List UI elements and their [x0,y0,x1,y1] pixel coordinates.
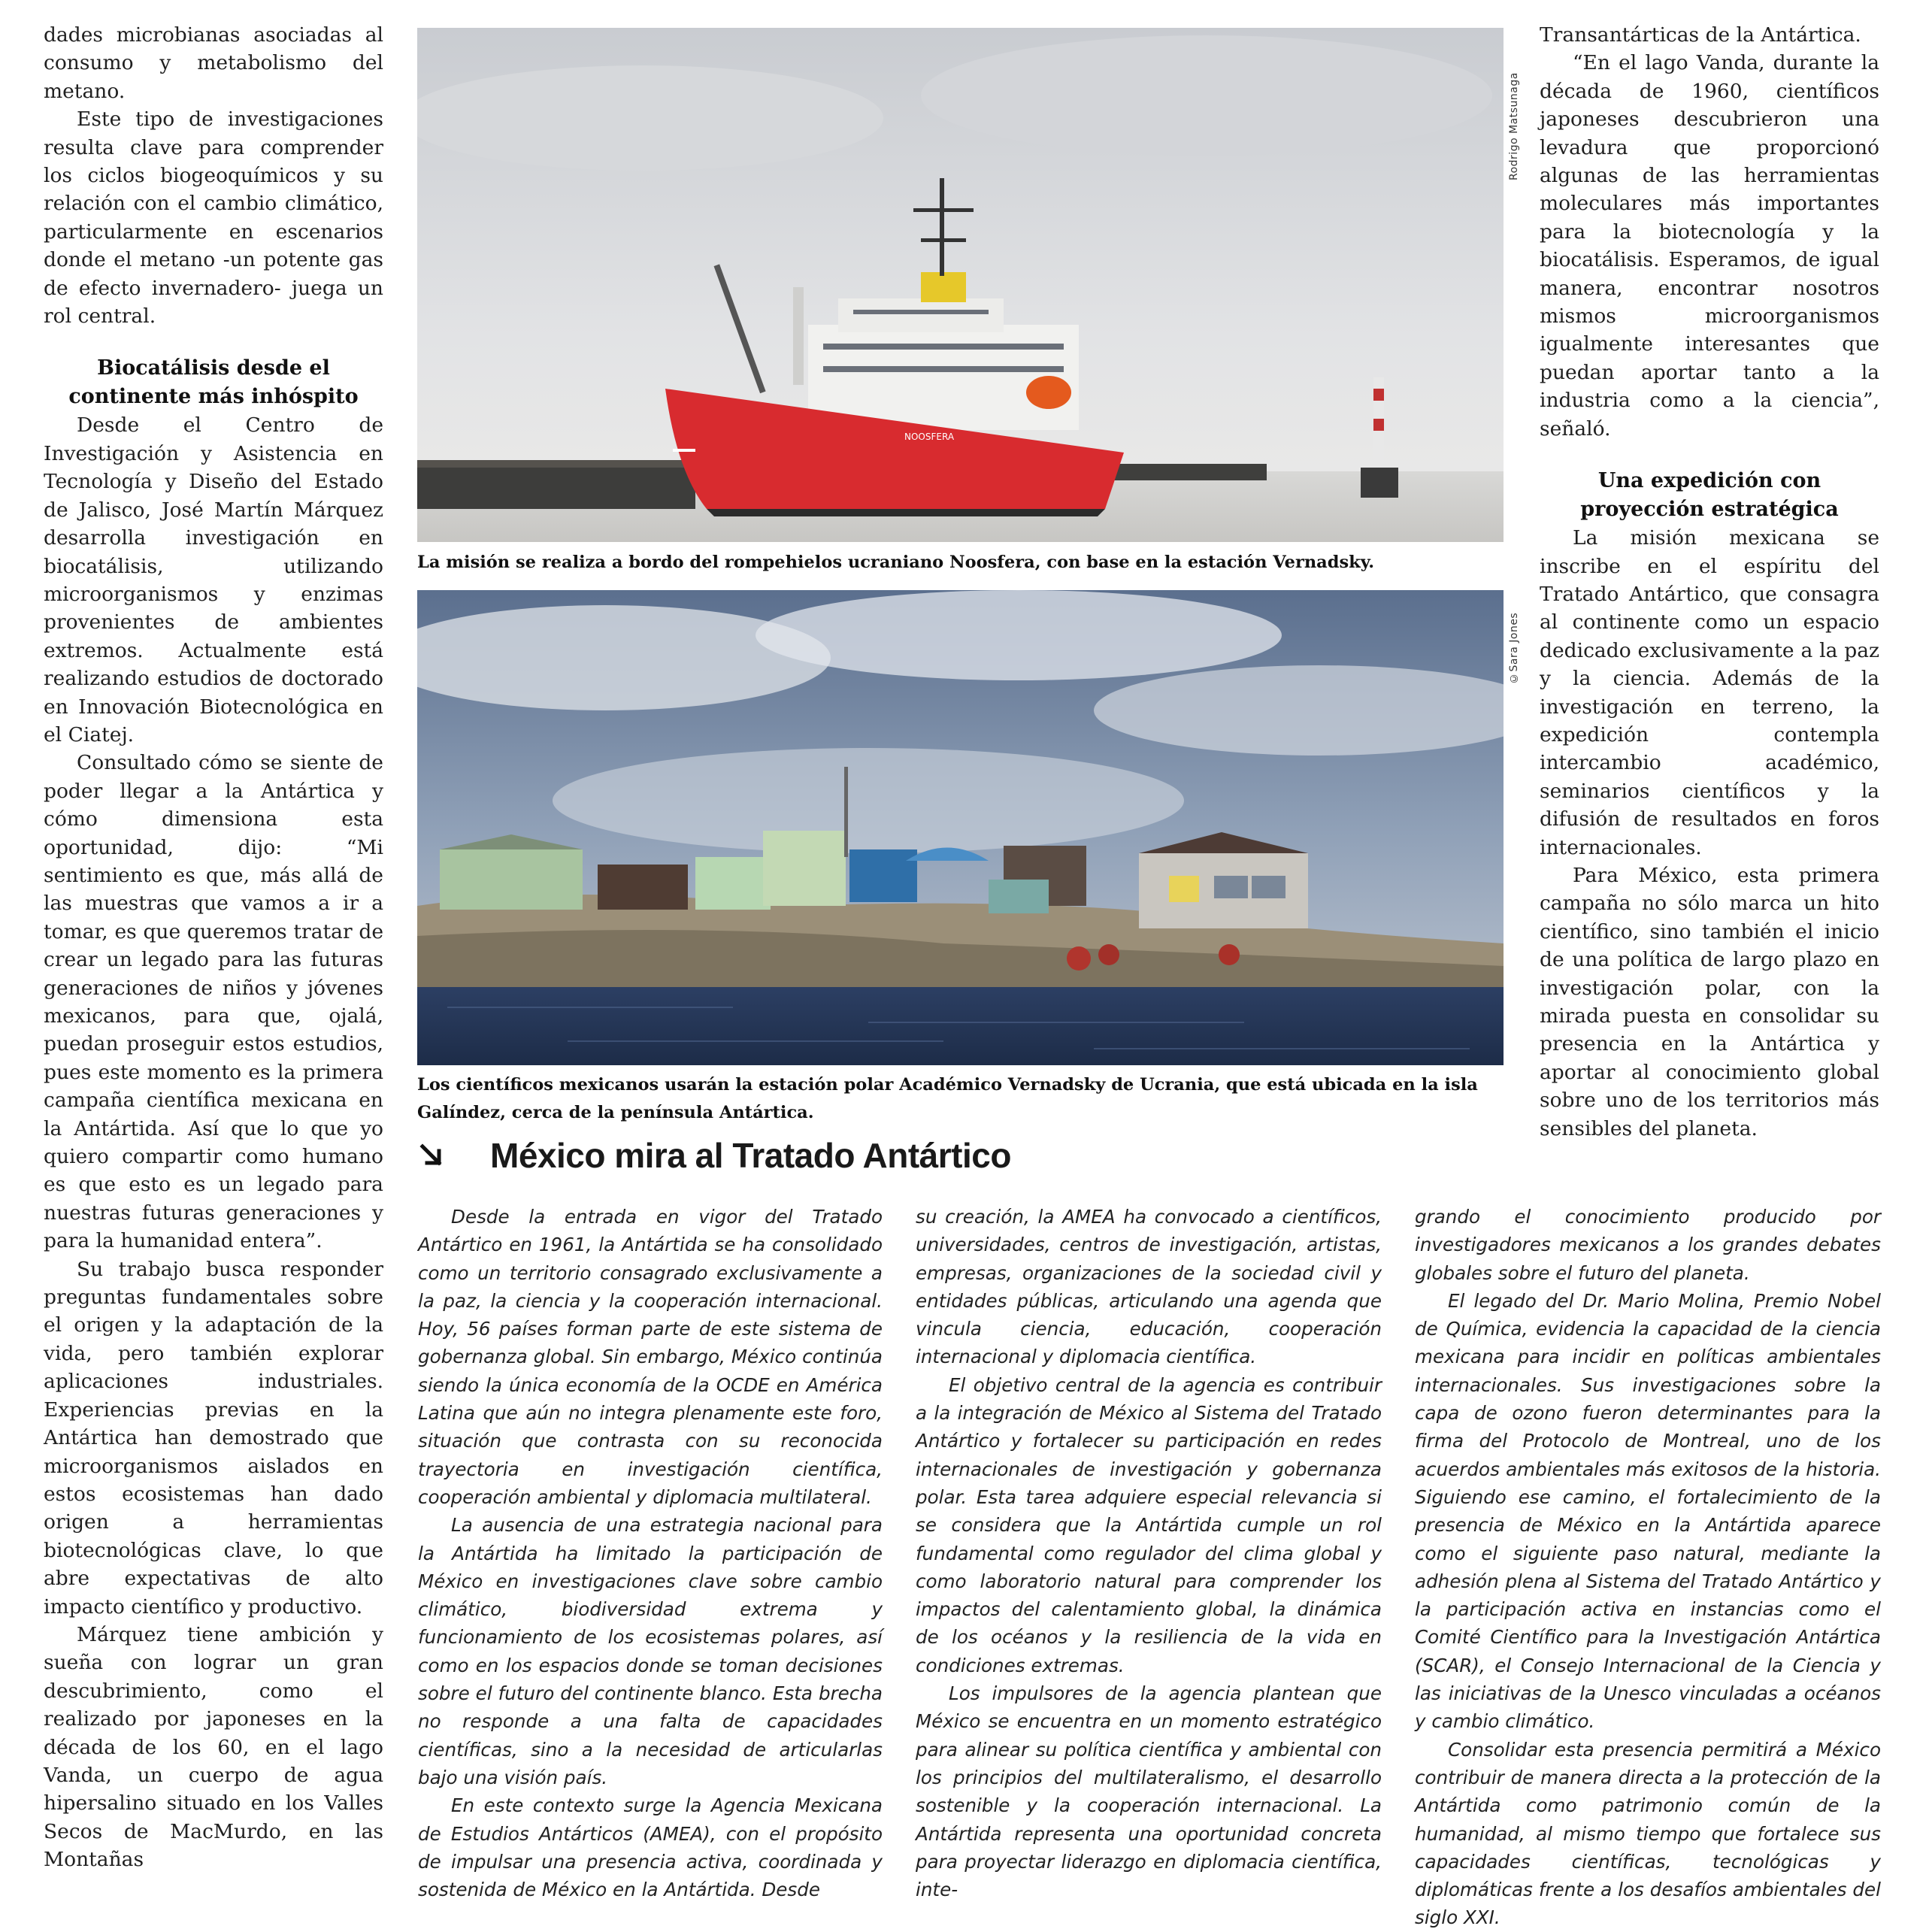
sidebar-col3-paragraph-1: grando el conocimiento producido por investigadores mexicanos a los grandes debates globales sobre el futuro del planeta. [1415,1206,1881,1284]
left-paragraph-1: dades microbianas asociadas al consumo y metabolismo del metano. [44,23,383,103]
arrow-down-right-icon [416,1140,447,1170]
left-column [44,21,383,1874]
sidebar-col1-paragraph-1: Desde la entrada en vigor del Tratado Antártico en 1961, la Antártida se ha consolidado como un territorio consagrado exclusivamente a la paz, la ciencia y la cooperación internacional. Hoy, 56 países forman parte de este sistema de gobernanza global. Sin embargo, México continúa siendo la única economía de la OCDE en América Latina que aún no integra plenamente este foro, situación que contrasta con su reconocida trayectoria en investigación científica, cooperación ambiental y diplomacia multilateral. [418,1206,883,1508]
sidebar-column-2 [916,1203,1382,1903]
svg-text:NOOSFERA: NOOSFERA [904,432,955,442]
sidebar-col1-paragraph-3: En este contexto surge la Agencia Mexicana de Estudios Antárticos (AMEA), con el propósito de impulsar una presencia activa, coordinada y sostenida de México en la Antártida. Desde [418,1794,883,1901]
sidebar-col2-paragraph-1: su creación, la AMEA ha convocado a científicos, universidades, centros de investigación, artistas, empresas, organizaciones de la sociedad civil y entidades públicas, articulando una agenda que vincula ciencia, educación, cooperación internacional y diplomacia científica. [916,1206,1382,1368]
sidebar-col2-paragraph-3: Los impulsores de la agencia plantean que México se encuentra en un momento estratégico para alinear su política científica y ambiental con los principios del multilateralismo, el desarrollo sostenible y la cooperación internacional. La Antártida representa una oportunidad concreta para proyectar liderazgo en diplomacia científica, inte- [916,1682,1382,1901]
left-paragraph-5: Su trabajo busca responder preguntas fundamentales sobre el origen y la adaptación de la vida, pero también explorar aplicaciones industriales. Experiencias previas en la Antártica han demostrado que microorganismos aislados en estos ecosistemas han dado origen a herramientas biotecnológicas clave, lo que abre expectativas de alto impacto científico y productivo. [44,1257,383,1619]
sidebar-col3-paragraph-3: Consolidar esta presencia permitirá a México contribuir de manera directa a la protección de la Antártida como patrimonio común de la humanidad, al mismo tiempo que fortalece sus capacidades científicas, tecnológicas y diplomáticas frente a los desafíos ambientales del siglo XXI. [1415,1738,1881,1929]
sidebar-col2-paragraph-2: El objetivo central de la agencia es contribuir a la integración de México al Sistema del Tratado Antártico y fortalecer su participación en redes internacionales de investigación y gobernanza polar. Esta tarea adquiere especial relevancia si se considera que la Antártida cumple un rol fundamental como regulador del clima global y como laboratorio natural para comprender los impactos del calentamiento global, la dinámica de los océanos y la resiliencia de la vida en condiciones extremas. [916,1373,1382,1676]
ship-photo-credit: Rodrigo Matsunaga [1508,72,1520,180]
left-paragraph-4: Consultado cómo se siente de poder llegar a la Antártica y cómo dimensiona esta oportunidad, dijo: “Mi sentimiento es que, más allá de las muestras que vamos a ir a tomar, es que queremos tratar de crear un legado para las futuras generaciones de niños y jóvenes mexicanos, para que, ojalá, puedan proseguir estos estudios, pues este momento es la primera campaña científica mexicana en la Antártida. Así que lo que yo quiero compartir como humano es que esto es un legado para nuestras futuras generaciones y para la humanidad entera”. [44,751,383,1253]
right-column [1540,21,1879,1143]
sidebar-header [416,1135,1011,1176]
ship-photo [417,28,1504,542]
station-photo [417,590,1504,1065]
sidebar-column-3 [1415,1203,1881,1932]
left-paragraph-2: Este tipo de investigaciones resulta clave para comprender los ciclos biogeoquímicos y su relación con el cambio climático, particularmente en escenarios donde el metano -un potente gas de efecto invernadero- juega un rol central. [44,108,383,329]
right-subheading: Una expedición con proyección estratégica [1580,469,1839,522]
right-paragraph-4: Para México, esta primera campaña no sólo marca un hito científico, sino también el inicio de una política de largo plazo en investigación polar, con la mirada puesta en consolidar su presencia en la Antártica y aportar al conocimiento global sobre uno de los territorios más sensibles del planeta. [1540,863,1879,1140]
station-photo-credit: ©Sara Jones [1508,612,1520,684]
right-paragraph-3: La misión mexicana se inscribe en el espíritu del Tratado Antártico, que consagra al continente como un espacio dedicado exclusivamente a la paz y la ciencia. Además de la investigación en terreno, la expedición contempla intercambio académico, seminarios científicos y la difusión de resultados en foros internacionales. [1540,526,1879,859]
ship-photo-caption: La misión se realiza a bordo del rompehielos ucraniano Noosfera, con base en la estación Vernadsky. [417,553,1375,572]
station-photo-caption: Los científicos mexicanos usarán la estación polar Académico Vernadsky de Ucrania, que está ubicada en la isla Galíndez, cerca de la península Antártica. [417,1075,1478,1122]
sidebar-col1-paragraph-2: La ausencia de una estrategia nacional para la Antártida ha limitado la participación de México en investigaciones clave sobre cambio climático, biodiversidad extrema y funcionamiento de los ecosistemas polares, así como en los espacios donde se toman decisiones sobre el futuro del continente blanco. Esta brecha no responde a una falta de capacidades científicas, sino a la necesidad de articularlas bajo una visión país. [418,1514,883,1788]
sidebar-col3-paragraph-2: El legado del Dr. Mario Molina, Premio Nobel de Química, evidencia la capacidad de la ciencia mexicana para incidir en políticas ambientales internacionales. Sus investigaciones sobre la capa de ozono fueron determinantes para la firma del Protocolo de Montreal, uno de los acuerdos ambientales más exitosos de la historia. Siguiendo ese camino, el fortalecimiento de la presencia de México en la Antártida aparece como el siguiente paso natural, mediante la adhesión plena al Sistema del Tratado Antártico y la participación activa en instancias como el Comité Científico para la Investigación Antártica (SCAR), el Consejo Internacional de la Ciencia y las iniciativas de la Unesco vinculadas a océanos y cambio climático. [1415,1289,1881,1733]
left-paragraph-3: Desde el Centro de Investigación y Asistencia en Tecnología y Diseño del Estado de Jalisco, José Martín Márquez desarrolla investigación en biocatálisis, utilizando microorganismos y enzimas provenientes de ambientes extremos. Actualmente está realizando estudios de doctorado en Innovación Biotecnológica en el Ciatej. [44,413,383,746]
sidebar-column-1 [418,1203,883,1903]
left-paragraph-6: Márquez tiene ambición y sueña con lograr un gran descubrimiento, como el realizado por japoneses en la década de los 60, en el lago Vanda, un cuerpo de agua hipersalino situado en los Valles Secos de MacMurdo, en las Montañas [44,1622,383,1872]
sidebar-title: México mira al Tratado Antártico [490,1136,1011,1175]
right-paragraph-1: Transantárticas de la Antártica. [1540,23,1861,47]
left-subheading: Biocatálisis desde el continente más inhóspito [68,356,359,409]
right-paragraph-2: “En el lago Vanda, durante la década de 1960, científicos japoneses descubrieron una levadura que proporcionó algunas de las herramientas moleculares más importantes para la biotecnología y la biocatálisis. Esperamos, de igual manera, encontrar nosotros mismos microorganismos igualmente interesantes que puedan aportar tanto a la industria como a la ciencia”, señaló. [1540,51,1879,441]
